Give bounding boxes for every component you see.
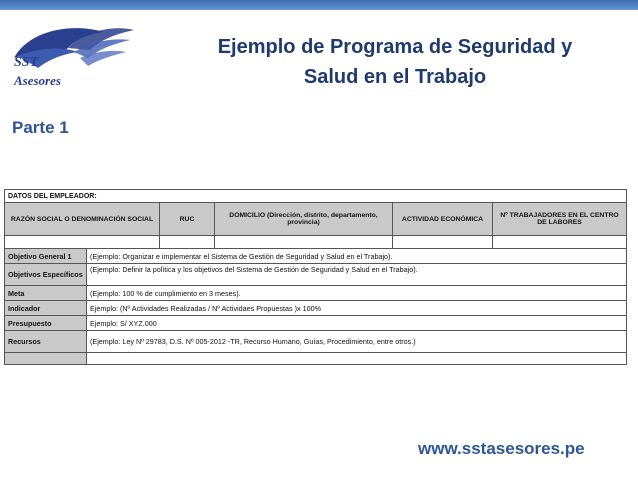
column-header-domicilio: DOMICILIO (Dirección, distrito, departamento, provincia) (215, 203, 393, 236)
form-blank-row (5, 236, 627, 249)
table-row (5, 353, 627, 365)
top-color-band (0, 0, 638, 10)
blank-cell (5, 353, 87, 365)
blank-cell (160, 236, 215, 249)
slide-title-line2: Salud en el Trabajo (303, 66, 487, 88)
blank-cell (5, 236, 160, 249)
part-label: Parte 1 (12, 118, 69, 137)
row-label: Presupuesto (5, 316, 87, 331)
form-section-title: DATOS DEL EMPLEADOR: (5, 190, 627, 203)
blank-cell (215, 236, 393, 249)
blank-cell (87, 353, 627, 365)
column-header-razon-social: RAZÓN SOCIAL O DENOMINACIÓN SOCIAL (5, 203, 160, 236)
table-row (5, 301, 627, 316)
row-label: Indicador (5, 301, 87, 316)
table-row (5, 316, 627, 331)
row-value: Ejemplo: (Nº Actividades Realizadas / Nº Actividaes Propuestas )x 100% (87, 301, 627, 316)
form-section-header-row (5, 190, 627, 203)
row-value: (Ejemplo: 100 % de cumplimiento en 3 meses). (87, 286, 627, 301)
slide-title (180, 32, 610, 92)
form-column-header-row (5, 203, 627, 236)
column-header-ruc: RUC (160, 203, 215, 236)
slide-title-line1: Ejemplo de Programa de Seguridad y (217, 36, 573, 58)
row-label: Objetivos Específicos (5, 264, 87, 286)
row-value: (Ejemplo: Ley Nº 29783, D.S. Nº 005-2012 -TR, Recurso Humano, Guías, Procedimiento, entre otros.) (87, 331, 627, 353)
table-row (5, 264, 627, 286)
table-row (5, 331, 627, 353)
employer-program-form (4, 189, 632, 388)
table-row (5, 286, 627, 301)
row-label: Recursos (5, 331, 87, 353)
logo-asesores-text: Asesores (14, 73, 61, 88)
column-header-actividad: ACTIVIDAD ECONÓMICA (393, 203, 493, 236)
website-link[interactable]: www.sstasesores.pe (418, 439, 585, 458)
blank-cell (493, 236, 627, 249)
blank-cell (393, 236, 493, 249)
form-table (4, 189, 627, 365)
logo-sst-text: SST (14, 55, 39, 70)
column-header-trabajadores: Nº TRABAJADORES EN EL CENTRO DE LABORES (493, 203, 627, 236)
table-row (5, 249, 627, 264)
row-label: Meta (5, 286, 87, 301)
row-label: Objetivo General 1 (5, 249, 87, 264)
row-value: Ejemplo: S/ XYZ.000 (87, 316, 627, 331)
row-value: (Ejemplo: Organizar e implementar el Sistema de Gestión de Seguridad y Salud en el Trabajo). (87, 249, 627, 264)
row-value: (Ejemplo: Definir la política y los objetivos del Sistema de Gestión de Seguridad y Salud en el Trabajo). (87, 264, 627, 286)
